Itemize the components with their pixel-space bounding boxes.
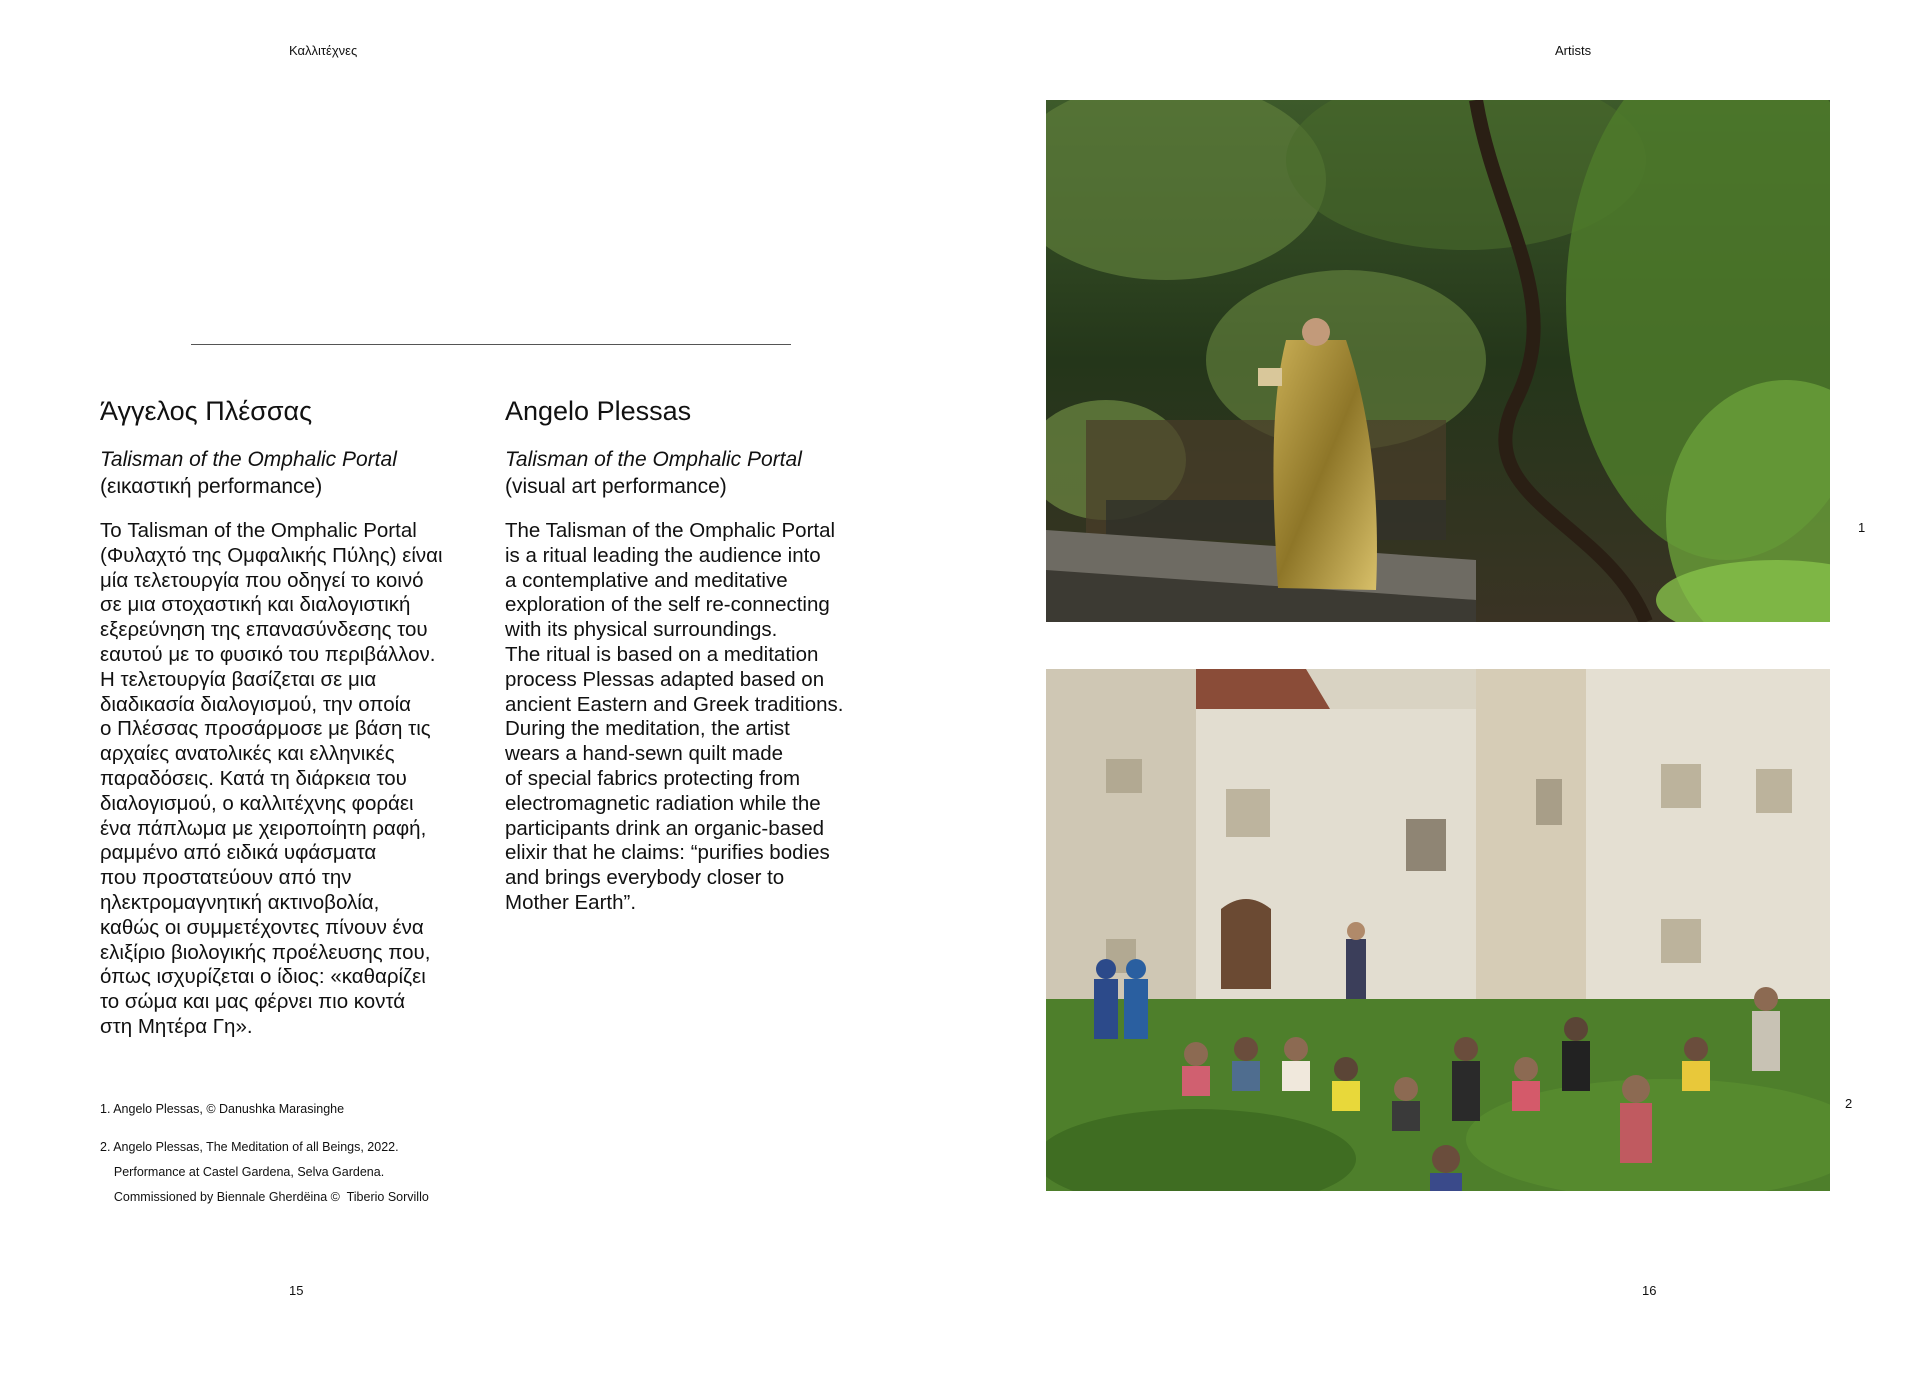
figure-number-1: 1 [1858, 520, 1866, 535]
figure-number-2: 2 [1845, 1096, 1853, 1111]
artist-name-greek: Άγγελος Πλέσσας [100, 396, 313, 426]
page-number-right: 16 [1642, 1283, 1657, 1298]
work-title-greek: Talisman of the Omphalic Portal [100, 448, 397, 471]
photo-forest-performance [1046, 100, 1830, 622]
body-text-greek: Το Talisman of the Omphalic Portal (Φυλαχτό της Ομφαλικής Πύλης) είναι μία τελετουργία που οδηγεί το κοινό σε μια στοχαστική και διαλογιστική εξερεύνηση της επανασύνδεσης του εαυτού με το φυσικό του περιβάλλον. Η τελετουργία βασίζεται σε μια διαδικασία διαλογισμού, την οποία ο Πλέσσας προσάρμοσε με βάση τις αρχαίες ανατολικές και ελληνικές παραδόσεις. Κατά τη διάρκεια του διαλογισμού, ο καλλιτέχνης φοράει ένα πάπλωμα με χειροποίητη ραφή, ραμμένο από ειδικά υφάσματα που προστατεύουν από την ηλεκτρομαγνητική ακτινοβολία, καθώς οι συμμετέχοντες πίνουν ένα ελιξίριο βιολογικής προέλευσης που, όπως ισχυρίζεται ο ίδιος: «καθαρίζει το σώμα και μας φέρνει πιο κοντά στη Μητέρα Γη». [100, 519, 443, 1038]
work-title-english: Talisman of the Omphalic Portal [505, 448, 802, 471]
photo-courtyard-meditation [1046, 669, 1830, 1191]
work-subtitle-english [505, 446, 802, 500]
photo-courtyard-illustration [1046, 669, 1830, 1191]
page-number-left: 15 [289, 1283, 304, 1298]
caption-2: 2. Angelo Plessas, The Meditation of all Beings, 2022. Performance at Castel Gardena, Selva Gardena. Commissioned by Biennale Gherdëina © Tiberio Sorvillo [100, 1140, 429, 1204]
work-type-english: (visual art performance) [505, 475, 727, 498]
section-divider [191, 344, 791, 345]
running-header-greek: Καλλιτέχνες [289, 43, 358, 58]
running-header-english: Artists [1555, 43, 1592, 58]
work-subtitle-greek [100, 446, 397, 500]
artist-name-english: Angelo Plessas [505, 396, 692, 426]
body-text-english: The Talisman of the Omphalic Portal is a ritual leading the audience into a contemplative and meditative exploration of the self re-connecting with its physical surroundings. The ritual is based on a meditation process Plessas adapted based on ancient Eastern and Greek traditions. During the meditation, the artist wears a hand-sewn quilt made of special fabrics protecting from electromagnetic radiation while the participants drink an organic-based elixir that he claims: “purifies bodies and brings everybody closer to Mother Earth”. [505, 519, 844, 914]
photo-forest-illustration [1046, 100, 1830, 622]
work-type-greek: (εικαστική performance) [100, 475, 323, 498]
caption-1: 1. Angelo Plessas, © Danushka Marasinghe [100, 1102, 345, 1116]
